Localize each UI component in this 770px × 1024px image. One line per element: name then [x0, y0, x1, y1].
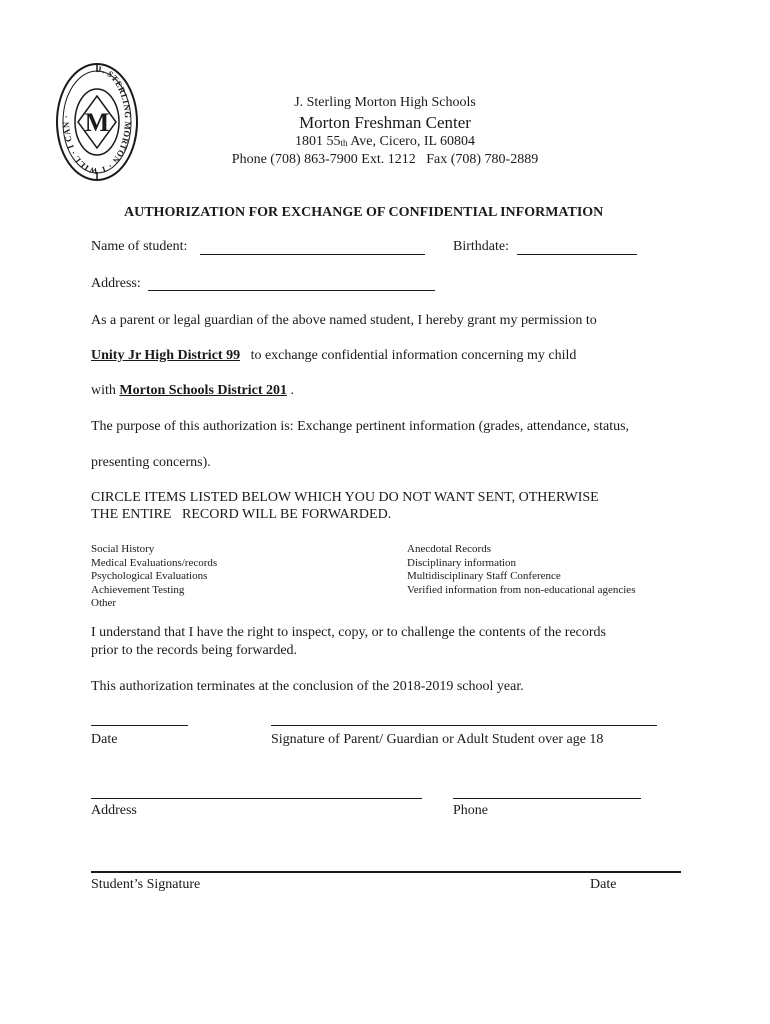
signature-address-label: Address: [91, 803, 137, 818]
rights-line-1: I understand that I have the right to inspect, copy, or to challenge the contents of the records: [91, 625, 606, 640]
svg-text:J. STERLING MORTON · I WILL ·: J. STERLING MORTON · I WILL · I CAN ·: [60, 63, 134, 177]
parent-signature-label: Signature of Parent/ Guardian or Adult Student over age 18: [271, 732, 604, 747]
termination-text: This authorization terminates at the conclusion of the 2018-2019 school year.: [91, 679, 524, 694]
list-item[interactable]: Achievement Testing: [91, 583, 185, 596]
center-contact: Phone (708) 863-7900 Ext. 1212 Fax (708) 780-2889: [231, 152, 539, 167]
circle-instruction-1: CIRCLE ITEMS LISTED BELOW WHICH YOU DO NOT WANT SENT, OTHERWISE: [91, 490, 599, 505]
circle-instruction-2: THE ENTIRE RECORD WILL BE FORWARDED.: [91, 507, 392, 522]
phone-label: Phone: [453, 803, 488, 818]
signature-address-field[interactable]: [91, 798, 422, 799]
from-district: Unity Jr High District 99: [91, 348, 241, 363]
phone-field[interactable]: [453, 798, 641, 799]
student-name-field[interactable]: [200, 254, 425, 255]
items-right-list: [407, 543, 635, 597]
purpose-line-1: The purpose of this authorization is: Exchange pertinent information (grades, attendance, status,: [91, 419, 630, 434]
center-name: Morton Freshman Center: [299, 113, 471, 132]
list-item[interactable]: Psychological Evaluations: [91, 570, 208, 582]
list-item[interactable]: Verified information from non-educational agencies: [407, 583, 636, 596]
center-address: 1801 $55_{th}$ Ave, Cicero, IL 60804: [294, 134, 476, 149]
list-item[interactable]: Disciplinary information: [407, 556, 517, 569]
student-name-label: Name of student:: [91, 239, 188, 254]
exchange-line: Unity Jr High District 99 to exchange confidential information concerning my child: [91, 348, 577, 363]
student-date-label: Date: [590, 877, 617, 892]
list-item[interactable]: Medical Evaluations/records: [91, 556, 218, 569]
student-signature-label: Student’s Signature: [91, 877, 201, 892]
list-item[interactable]: Anecdotal Records: [407, 543, 491, 555]
purpose-line-2: presenting concerns).: [91, 455, 211, 470]
with-line: with Morton Schools District 201 .: [91, 383, 294, 398]
birthdate-label: Birthdate:: [453, 239, 509, 254]
address-label: Address:: [91, 276, 141, 291]
student-signature-field[interactable]: [91, 871, 681, 873]
parent-signature-field[interactable]: [271, 725, 657, 726]
date-label: Date: [91, 732, 118, 747]
permission-text: As a parent or legal guardian of the above named student, I hereby grant my permission to: [91, 313, 597, 328]
school-group-name: J. Sterling Morton High Schools: [294, 95, 476, 110]
rights-line-2: prior to the records being forwarded.: [91, 643, 298, 658]
list-item[interactable]: Social History: [91, 543, 155, 555]
list-item[interactable]: Multidisciplinary Staff Conference: [407, 570, 561, 582]
to-district: Morton Schools District 201: [119, 383, 287, 398]
birthdate-field[interactable]: [517, 254, 637, 255]
form-title: AUTHORIZATION FOR EXCHANGE OF CONFIDENTIAL INFORMATION: [124, 205, 604, 220]
date-field[interactable]: [91, 725, 188, 726]
items-left-list: [91, 543, 217, 611]
svg-text:M: M: [84, 108, 110, 137]
address-field[interactable]: [148, 290, 435, 291]
list-item[interactable]: Other: [91, 597, 117, 609]
